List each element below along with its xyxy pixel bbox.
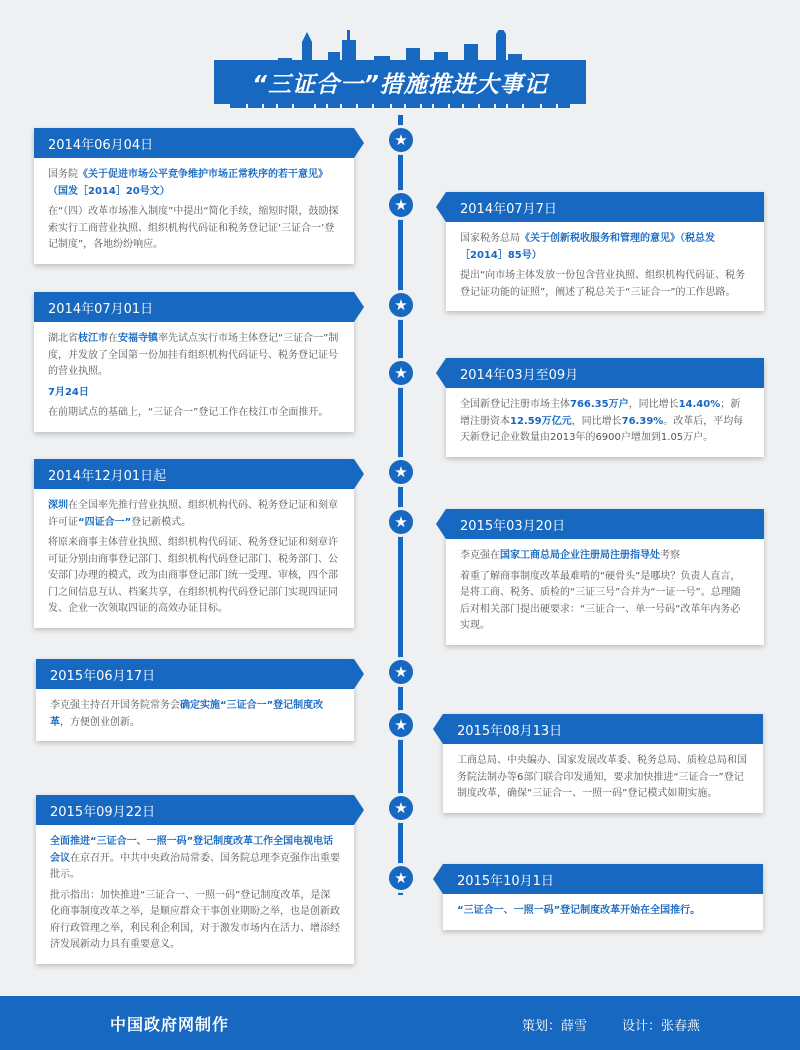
body-text: ，同比增长 (628, 399, 679, 410)
star-icon: ★ (386, 457, 416, 487)
event-date: 2015年08月13日 (443, 714, 763, 744)
star-icon: ★ (386, 125, 416, 155)
timeline-event-card (443, 864, 763, 930)
highlighted-text: 确定实施“三证合一”登记制度改革 (50, 700, 324, 728)
body-text: 将原来商事主体营业执照、组织机构代码证、税务登记证和刻章许可证分别由商事登记部门、组织机构代码登记部门、税务部门、公安部门办理的模式，改为由商事登记部门统一受理、审核，四个部门之间信息互认、档案共享，在组织机构代码登记部门实现四证同发、企业一次领取四证的高效办证目标。 (48, 537, 338, 614)
event-description (443, 744, 763, 813)
star-icon: ★ (386, 190, 416, 220)
body-text: 工商总局、中央编办、国家发展改革委、税务总局、质检总局和国务院法制办等6部门联合印发通知，要求加快推进“三证合一”登记制度改革，确保“三证合一、一照一码”登记模式如期实施。 (457, 755, 747, 799)
star-icon: ★ (386, 657, 416, 687)
event-date: 2015年10月1日 (443, 864, 763, 894)
designer-credit: 设计：张春燕 (622, 1019, 701, 1034)
event-paragraph (460, 569, 750, 635)
event-paragraph (460, 268, 750, 301)
body-text: 国家税务总局 (460, 233, 520, 244)
event-date: 2014年07月7日 (446, 192, 764, 222)
body-text: 考察 (660, 550, 680, 561)
event-paragraph (48, 405, 340, 422)
highlighted-text: 12.59万亿元 (510, 415, 572, 427)
body-text: 在京召开。中共中央政治局常委、国务院总理李克强作出重要批示。 (50, 852, 340, 880)
body-text: 率先试点实行市场主体登记“三证合一”制度，并发放了全国第一份加挂有组织机构代码证号、税务登记证号的营业执照。 (48, 333, 339, 377)
body-text: 在 (108, 333, 118, 344)
highlighted-text: 深圳 (48, 500, 68, 511)
timeline-event-card (34, 128, 354, 264)
highlighted-text: “三证合一、一照一码”登记制度改革开始在全国推行。 (457, 905, 701, 916)
body-text: 批示指出：加快推进“三证合一、一照一码”登记制度改革，是深化商事制度改革之举，是顺应群众干事创业期盼之举，也是创新政府行政管理之举，利民利企利国，对于激发市场内在活力、增添经济发展新动力具有重要意义。 (50, 889, 340, 950)
highlighted-text: 766.35万户 (570, 399, 629, 410)
star-icon: ★ (386, 863, 416, 893)
body-text: 国务院 (48, 169, 78, 180)
body-text: 湖北省 (48, 333, 78, 344)
event-paragraph (48, 385, 340, 402)
event-paragraph (48, 498, 340, 531)
planner-credit: 策划：薛雪 (522, 1019, 588, 1034)
event-paragraph (50, 888, 340, 954)
event-date: 2014年07月01日 (34, 292, 354, 322)
star-icon: ★ (386, 793, 416, 823)
event-paragraph (460, 231, 750, 264)
body-text: 登记新模式。 (131, 516, 192, 528)
event-date: 2014年06月04日 (34, 128, 354, 158)
highlighted-text: 76.39% (621, 415, 664, 427)
event-description (34, 158, 354, 264)
timeline-event-card (446, 509, 764, 645)
event-paragraph (50, 698, 340, 731)
event-date: 2015年09月22日 (36, 795, 354, 825)
event-date: 2014年12月01日起 (34, 459, 354, 489)
highlighted-text: 国家工商总局企业注册局注册指导处 (500, 550, 660, 561)
event-description (446, 539, 764, 645)
body-text: 在前期试点的基础上，“三证合一”登记工作在枝江市全面推开。 (48, 407, 329, 418)
event-date: 2014年03月至09月 (446, 358, 764, 388)
highlighted-text: 《关于促进市场公平竞争维护市场正常秩序的若干意见》（国发［2014］20号文） (48, 169, 328, 197)
body-text: 提出“向市场主体发放一份包含营业执照、组织机构代码证、税务登记证功能的证照”，阐述了税总关于“三证合一”的工作思路。 (460, 270, 746, 298)
event-description (36, 689, 354, 741)
event-paragraph (460, 397, 750, 447)
body-text: 李克强主持召开国务院常务会 (50, 700, 180, 711)
timeline-event-card (446, 358, 764, 457)
timeline-line (398, 115, 403, 895)
body-text: 在“（四）改革市场准入制度”中提出“简化手续，缩短时限，鼓励探索实行工商营业执照、组织机构代码证和税务登记证‘三证合一’登记制度”，各地纷纷响应。 (48, 206, 339, 250)
highlighted-text: 安福寺镇 (118, 333, 158, 344)
body-text: 李克强在 (460, 550, 500, 561)
star-icon: ★ (386, 507, 416, 537)
body-text: ，方便创业创新。 (60, 716, 140, 728)
body-text: ；新增注册资本 (460, 399, 741, 427)
event-paragraph (48, 167, 340, 200)
event-paragraph (457, 903, 749, 920)
title-banner (214, 60, 586, 104)
body-text: 全国新登记注册市场主体 (460, 399, 570, 410)
timeline-event-card (36, 659, 354, 741)
star-icon: ★ (386, 710, 416, 740)
event-description (34, 322, 354, 432)
event-description (443, 894, 763, 930)
event-description (34, 489, 354, 628)
event-paragraph (457, 753, 749, 803)
event-paragraph (48, 331, 340, 381)
body-text: 着重了解商事制度改革最难啃的“硬骨头”是哪块？负责人直言，是将工商、税务、质检的“三证三号”合并为“一证一号”。总理随后对相关部门提出硬要求：“三证合一、单一号码”改革年内务必实现。 (460, 570, 741, 631)
event-date: 2015年06月17日 (36, 659, 354, 689)
timeline-event-card (34, 459, 354, 628)
body-text: 在全国率先推行营业执照、组织机构代码、税务登记证和刻章许可证 (48, 500, 338, 528)
highlighted-text: 全面推进“三证合一、一照一码”登记制度改革工作全国电视电话会议 (50, 836, 334, 864)
event-paragraph (48, 204, 340, 254)
star-icon: ★ (386, 290, 416, 320)
highlighted-text: 枝江市 (78, 333, 108, 344)
event-paragraph (460, 548, 750, 565)
event-date: 2015年03月20日 (446, 509, 764, 539)
body-text: 。改革后，平均每天新登记企业数量由2013年的6900户增加到1.05万户。 (460, 415, 744, 443)
timeline-event-card (34, 292, 354, 432)
producer-credit: 中国政府网制作 (110, 1015, 230, 1034)
event-description (446, 222, 764, 311)
page-title: “三证合一”措施推进大事记 (252, 71, 548, 98)
event-description (446, 388, 764, 457)
timeline-event-card (443, 714, 763, 813)
highlighted-text: “四证合一” (78, 516, 132, 528)
highlighted-text: 7月24日 (48, 386, 89, 398)
timeline-event-card (446, 192, 764, 311)
star-icon: ★ (386, 358, 416, 388)
event-description (36, 825, 354, 964)
body-text: ，同比增长 (571, 415, 622, 427)
footer (0, 996, 800, 1050)
timeline-event-card (36, 795, 354, 964)
event-paragraph (48, 535, 340, 618)
highlighted-text: 《关于创新税收服务和管理的意见》（税总发［2014］85号） (460, 233, 715, 261)
highlighted-text: 14.40% (678, 399, 721, 410)
event-paragraph (50, 834, 340, 884)
